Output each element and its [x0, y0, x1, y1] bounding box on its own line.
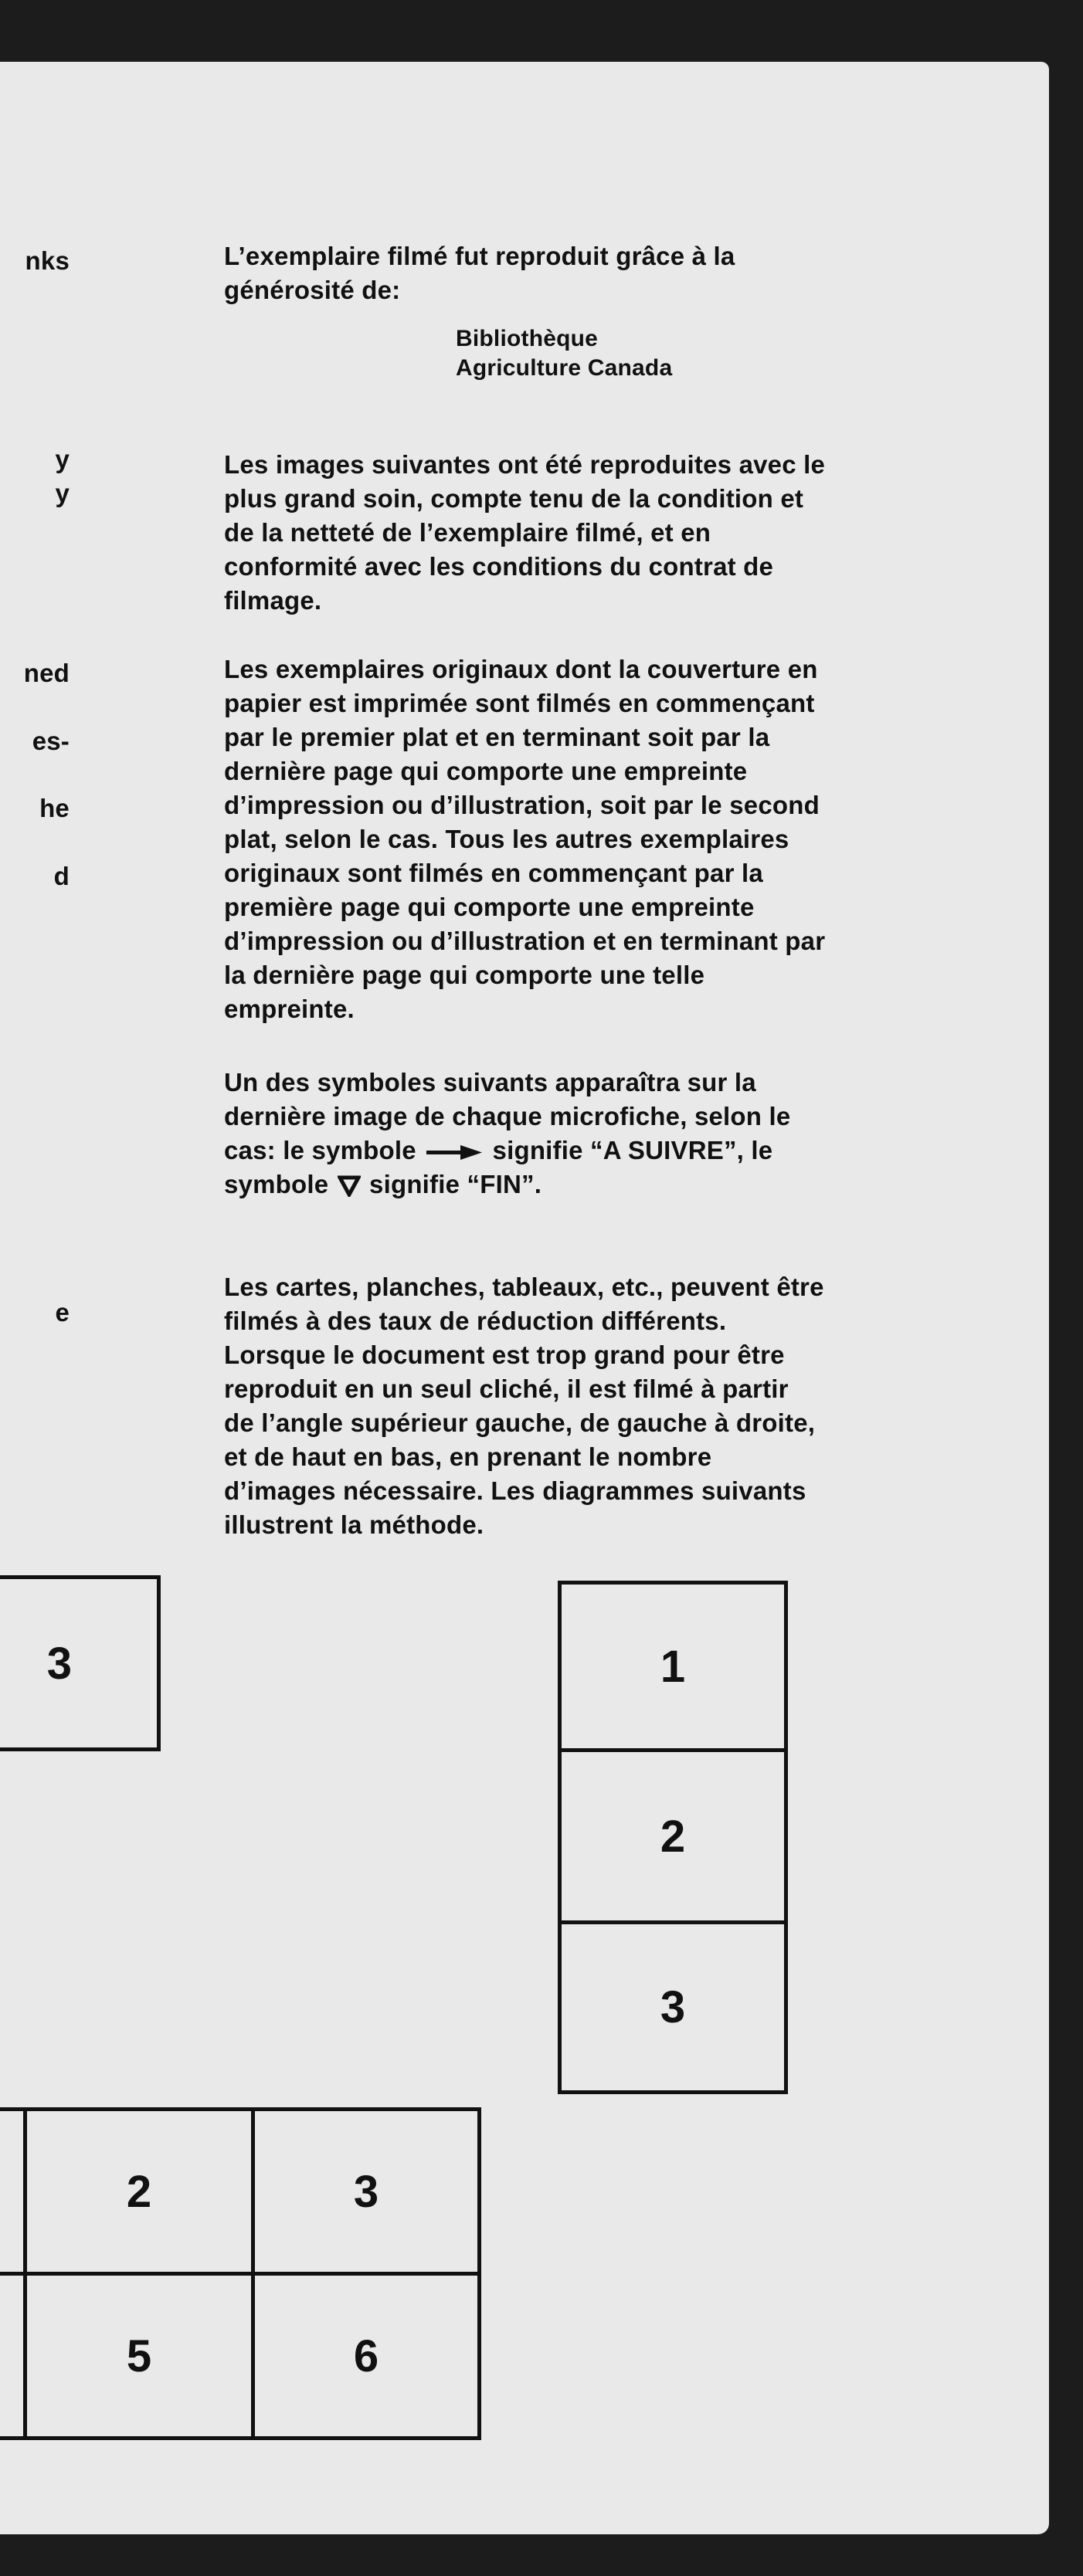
maps-paragraph: [224, 1270, 996, 1542]
left-fragment: es-: [32, 727, 70, 755]
care-paragraph: [224, 448, 996, 618]
intro-line: générosité de:: [224, 276, 401, 304]
left-fragment: ned: [23, 659, 70, 687]
frame-number: 1: [660, 1641, 686, 1692]
originals-paragraph: [224, 652, 996, 1026]
paragraph-line: première page qui comporte une empreinte: [224, 893, 755, 921]
diagram-frame-2: [23, 2107, 255, 2276]
symbols-paragraph: [224, 1066, 996, 1202]
frame-number: 5: [126, 2330, 152, 2381]
paragraph-text: symbole: [224, 1170, 329, 1198]
paragraph-line: la dernière page qui comporte une telle: [224, 961, 705, 989]
left-fragment: y: [55, 479, 70, 507]
paragraph-line: filmage.: [224, 586, 322, 615]
frame-number: 2: [660, 1811, 686, 1862]
left-fragment: y: [55, 445, 70, 473]
diagram-frame-3: [251, 2107, 481, 2276]
frame-number: 6: [353, 2330, 379, 2381]
paragraph-text: signifie “FIN”.: [369, 1170, 542, 1198]
paragraph-line: reproduit en un seul cliché, il est filmé à partir: [224, 1374, 789, 1403]
left-fragment: d: [53, 862, 70, 890]
paragraph-line: Les cartes, planches, tableaux, etc., peuvent être: [224, 1273, 824, 1301]
paragraph-line: de la netteté de l’exemplaire filmé, et en: [224, 518, 711, 547]
paragraph-line: par le premier plat et en terminant soit par la: [224, 723, 770, 751]
paragraph-line: de l’angle supérieur gauche, de gauche à droite,: [224, 1408, 816, 1437]
diagram-frame-3: [0, 1575, 161, 1751]
diagram-frame-6: [251, 2272, 481, 2440]
paragraph-line: et de haut en bas, en prenant le nombre: [224, 1442, 712, 1471]
institution-name: [456, 324, 672, 383]
diagram-frame-1: [558, 1581, 788, 1752]
institution-line: Agriculture Canada: [456, 355, 673, 381]
down-triangle-icon: [338, 1175, 361, 1197]
paragraph-line: Un des symboles suivants apparaîtra sur la: [224, 1068, 756, 1096]
paragraph-line: d’impression ou d’illustration, soit par le second: [224, 791, 820, 819]
paragraph-line: illustrent la méthode.: [224, 1510, 484, 1539]
paragraph-line: empreinte.: [224, 995, 355, 1023]
paragraph-line: d’images nécessaire. Les diagrammes suivants: [224, 1476, 806, 1505]
paragraph-line: Lorsque le document est trop grand pour être: [224, 1341, 785, 1369]
paragraph-line: plat, selon le cas. Tous les autres exemplaires: [224, 825, 789, 853]
institution-line: Bibliothèque: [456, 326, 599, 351]
paragraph-line: dernière image de chaque microfiche, selon le: [224, 1102, 791, 1130]
paragraph-line: Les images suivantes ont été reproduites avec le: [224, 450, 826, 479]
diagram-frame-3: [558, 1920, 788, 2094]
paragraph-line: [224, 1168, 996, 1202]
frame-number: 3: [353, 2166, 379, 2217]
paragraph-line: filmés à des taux de réduction différents.: [224, 1307, 727, 1335]
paragraph-line: [224, 1134, 996, 1168]
intro-paragraph: [224, 239, 996, 307]
left-fragment: e: [55, 1298, 70, 1327]
frame-number: 3: [46, 1638, 72, 1689]
paragraph-text: cas: le symbole: [224, 1136, 416, 1164]
left-fragment: he: [39, 794, 70, 822]
frame-number: 2: [126, 2166, 152, 2217]
paragraph-text: signifie “A SUIVRE”, le: [492, 1136, 773, 1164]
paragraph-line: d’impression ou d’illustration et en terminant par: [224, 927, 826, 955]
frame-number: 3: [660, 1982, 686, 2032]
intro-line: L’exemplaire filmé fut reproduit grâce à la: [224, 242, 735, 270]
microfiche-card: [0, 62, 1049, 2534]
left-fragment: nks: [25, 246, 70, 275]
diagram-frame-5: [23, 2272, 255, 2440]
diagram-frame-2: [558, 1748, 788, 1924]
paragraph-line: dernière page qui comporte une empreinte: [224, 757, 748, 785]
paragraph-line: originaux sont filmés en commençant par la: [224, 859, 763, 887]
paragraph-line: papier est imprimée sont filmés en commençant: [224, 689, 815, 717]
paragraph-line: plus grand soin, compte tenu de la condition et: [224, 484, 804, 513]
paragraph-line: Les exemplaires originaux dont la couverture en: [224, 655, 818, 683]
paragraph-line: conformité avec les conditions du contrat de: [224, 552, 774, 581]
arrow-right-icon: [426, 1144, 482, 1160]
